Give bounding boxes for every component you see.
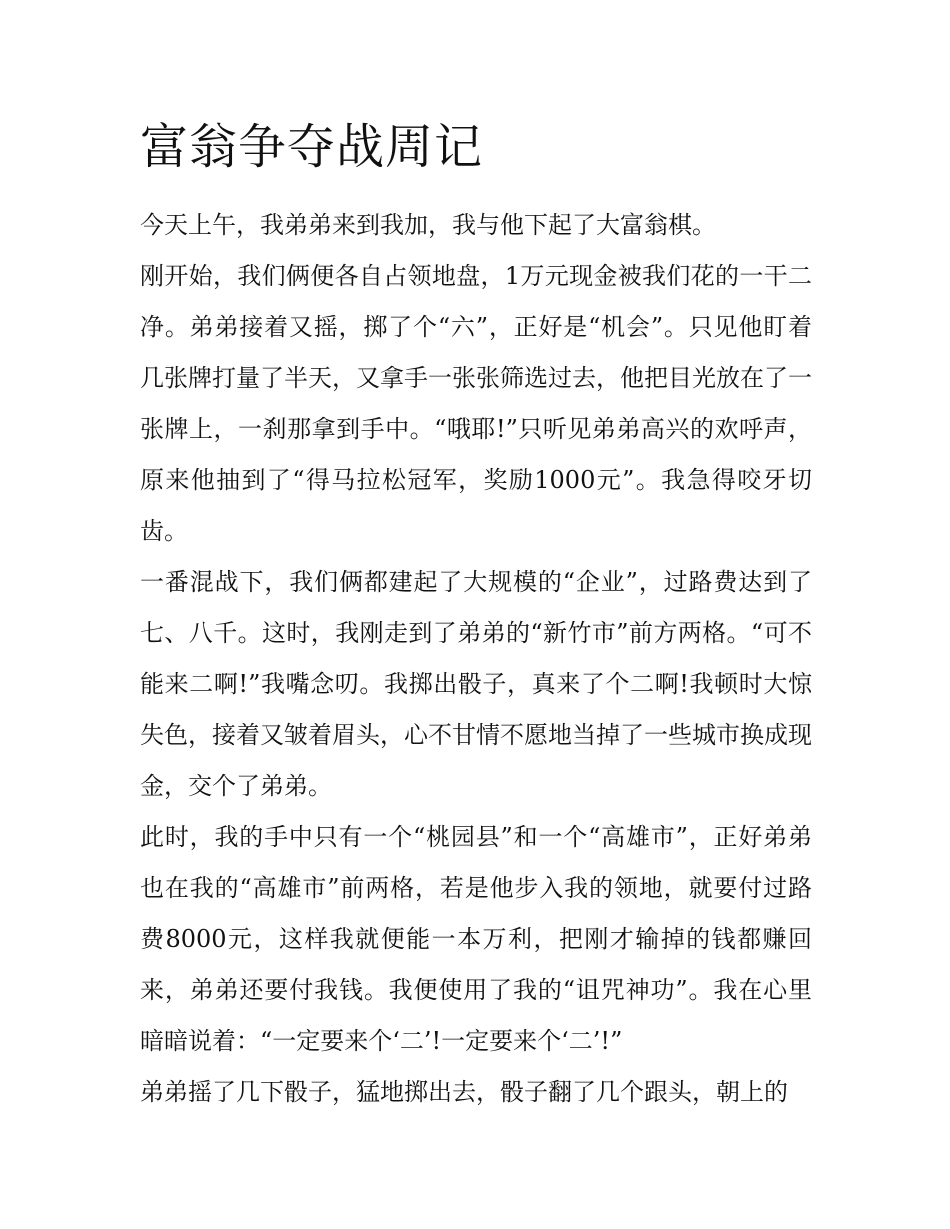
paragraph-1: 今天上午，我弟弟来到我加，我与他下起了大富翁棋。 [140, 211, 716, 239]
paragraph-5: 弟弟摇了几下骰子，猛地掷出去，骰子翻了几个跟头，朝上的 [140, 1078, 788, 1106]
document-page [140, 112, 812, 1118]
paragraph-3: 一番混战下，我们俩都建起了大规模的“企业”，过路费达到了七、八千。这时，我刚走到了弟弟的“新竹市”前方两格。“可不能来二啊!”我嘴念叨。我掷出骰子，真来了个二啊!我顿时大惊失色，接着又皱着眉头，心不甘情不愿地当掉了一些城市换成现金，交个了弟弟。 [140, 568, 812, 800]
paragraph-2: 刚开始，我们俩便各自占领地盘，1万元现金被我们花的一干二净。弟弟接着又摇，掷了个“六”，正好是“机会”。只见他盯着几张牌打量了半天，又拿手一张张筛选过去，他把目光放在了一张牌上，一刹那拿到手中。“哦耶!”只听见弟弟高兴的欢呼声，原来他抽到了“得马拉松冠军，奖励1000元”。我急得咬牙切齿。 [140, 262, 812, 545]
paragraph-4: 此时，我的手中只有一个“桃园县”和一个“高雄市”，正好弟弟也在我的“高雄市”前两格，若是他步入我的领地，就要付过路费8000元，这样我就便能一本万利，把刚才输掉的钱都赚回来，弟弟还要付我钱。我便使用了我的“诅咒神功”。我在心里暗暗说着：“一定要来个‘二’!一定要来个‘二’!” [140, 823, 812, 1055]
document-title: 富翁争夺战周记 [140, 119, 484, 175]
